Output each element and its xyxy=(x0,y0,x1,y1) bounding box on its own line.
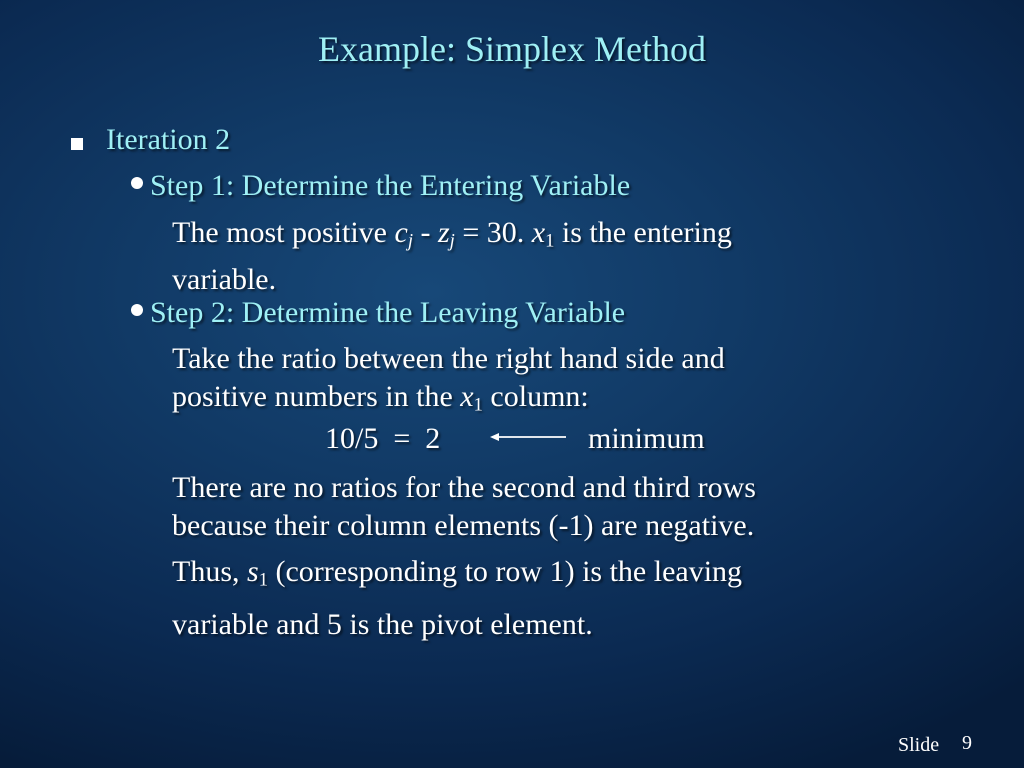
x1-symbol: x xyxy=(531,216,546,249)
ratio-calc: 10/5 = 2 xyxy=(325,422,441,455)
no-ratio-line2: because their column elements (-1) are negative. xyxy=(172,509,755,542)
round-bullet-icon xyxy=(131,177,143,189)
cj-symbol: c xyxy=(394,216,408,249)
round-bullet-icon xyxy=(131,304,143,316)
slide-label: Slide xyxy=(898,734,940,756)
step2-heading: Step 2: Determine the Leaving Variable xyxy=(150,296,626,329)
zj-symbol: z xyxy=(437,216,450,249)
thus-line2: variable and 5 is the pivot element. xyxy=(172,607,593,641)
bullet-iteration: Iteration 2 xyxy=(106,123,231,156)
ratio-line2: positive numbers in the $x_1$ column: xyxy=(172,380,589,416)
left-arrow-icon xyxy=(490,430,570,444)
square-bullet-icon xyxy=(71,138,83,150)
s1-symbol: s xyxy=(247,555,259,588)
step1-line1: The most positive $c_j - z_j = 30$. $x_1$ is the entering xyxy=(172,216,732,252)
thus-text xyxy=(172,550,742,647)
step1-heading: Step 1: Determine the Entering Variable xyxy=(150,169,631,202)
no-ratio-text xyxy=(172,469,756,545)
no-ratio-line1: There are no ratios for the second and third rows xyxy=(172,471,756,504)
ratio-text xyxy=(172,340,725,425)
step1-text xyxy=(172,214,732,299)
x1-symbol: x xyxy=(460,380,474,413)
ratio-line1: Take the ratio between the right hand side and xyxy=(172,342,725,375)
step1-line2: variable. xyxy=(172,262,277,296)
thus-line1: Thus, $s_1$ (corresponding to row 1) is the leaving xyxy=(172,555,743,591)
minimum-label: minimum xyxy=(588,422,705,455)
slide-number: 9 xyxy=(962,732,972,754)
slide-title: Example: Simplex Method xyxy=(318,29,706,69)
